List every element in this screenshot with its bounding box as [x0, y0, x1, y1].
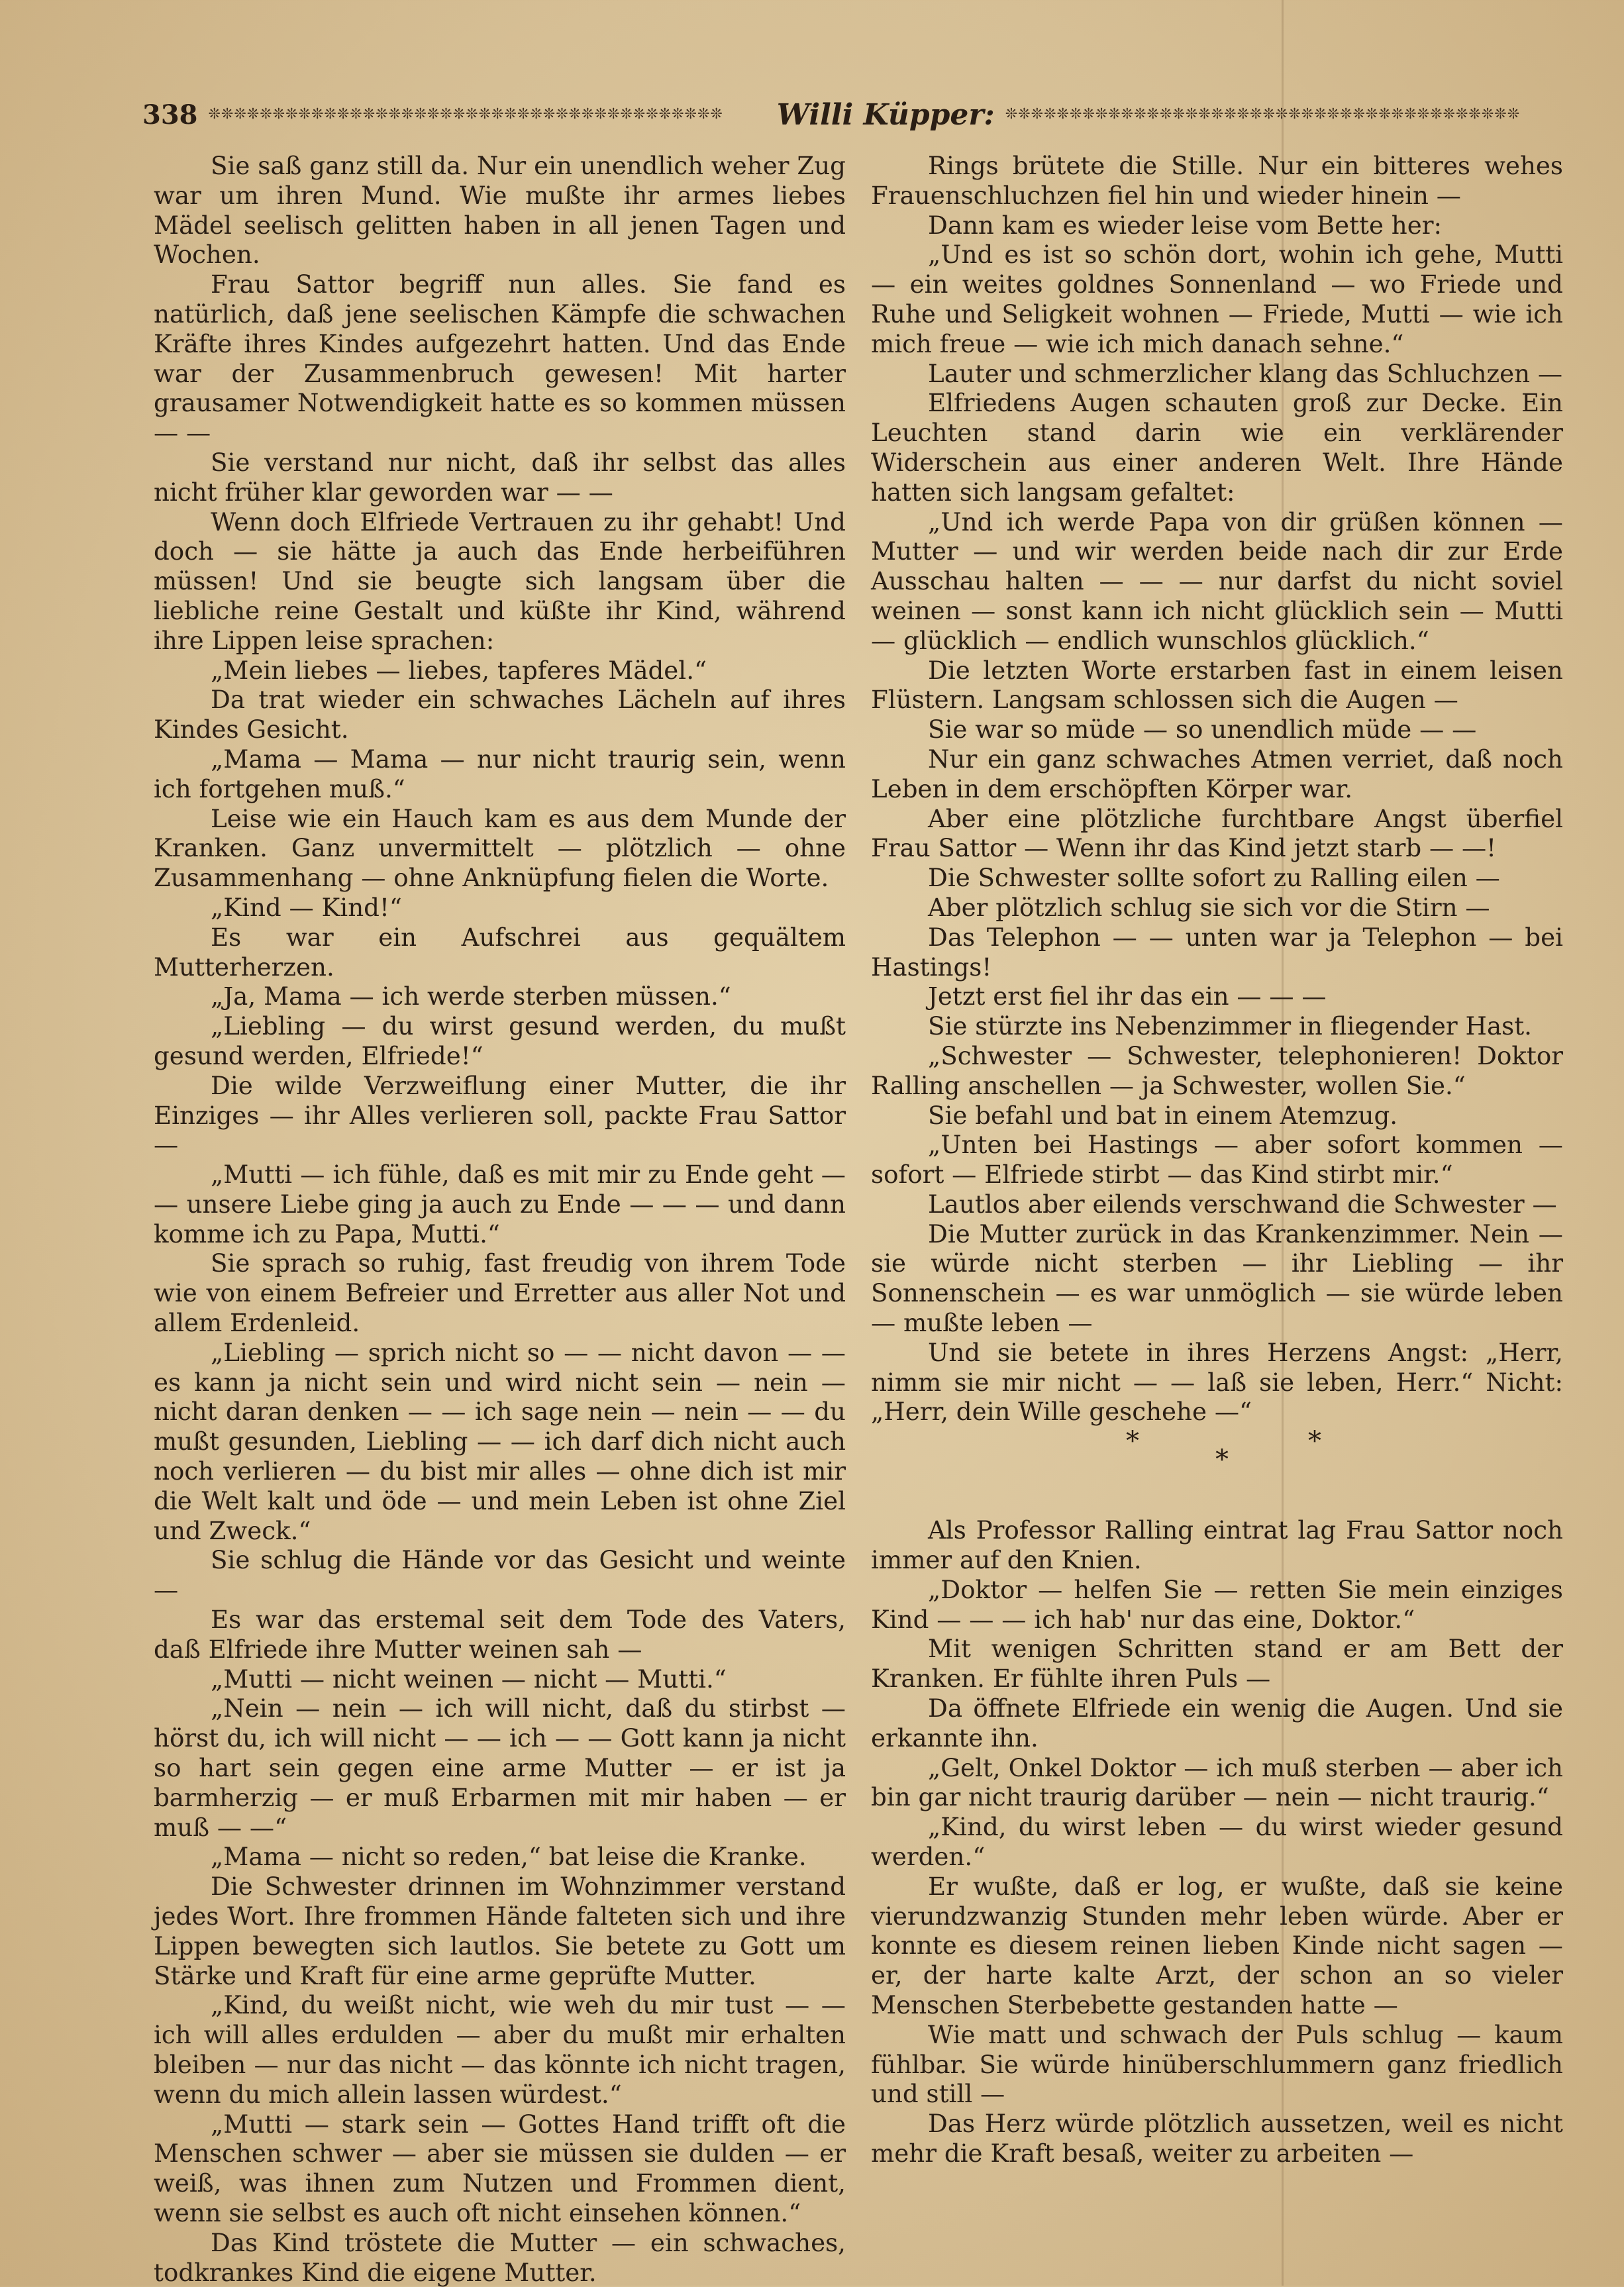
paragraph: Frau Sattor begriff nun alles. Sie fand es natürlich, daß jene seelischen Kämpfe die schwachen Kräfte ihres Kindes aufgezehrt hatten. Und das Ende war der Zusammenbruch gewesen! Mit harter grausamer Notwendigkeit hatte es so kommen müssen — —	[154, 270, 846, 448]
paragraph: Das Telephon — — unten war ja Telephon — bei Hastings!	[871, 922, 1563, 982]
paragraph: „Liebling — du wirst gesund werden, du mußt gesund werden, Elfriede!“	[154, 1011, 846, 1070]
section-break	[871, 1427, 1563, 1515]
paragraph: Sie war so müde — so unendlich müde — —	[928, 715, 1477, 744]
paragraph: „Doktor — helfen Sie — retten Sie mein einziges Kind — — — ich hab' nur das eine, Doktor.“	[871, 1574, 1563, 1634]
paragraph: Das Kind tröstete die Mutter — ein schwaches, todkrankes Kind die eigene Mutter.	[154, 2227, 846, 2287]
section-break-star: *	[1215, 1445, 1229, 1476]
paragraph: Wenn doch Elfriede Vertrauen zu ihr gehabt! Und doch — sie hätte ja auch das Ende herbeiführen müssen! Und sie beugte sich langsam über die liebliche reine Gestalt und küßte ihr Kind, während ihre Lippen leise sprachen:	[154, 507, 846, 655]
paragraph: Lauter und schmerzlicher klang das Schluchzen —	[928, 358, 1563, 388]
paragraph: Sie stürzte ins Nebenzimmer in fliegender Hast.	[928, 1011, 1532, 1041]
paragraph: Sie sprach so ruhig, fast freudig von ihrem Tode wie von einem Befreier und Erretter aus aller Not und allem Erdenleid.	[154, 1248, 846, 1338]
left-column	[154, 151, 846, 2287]
paragraph: Die Schwester sollte sofort zu Ralling eilen —	[928, 863, 1500, 893]
paragraph: „Mutti — ich fühle, daß es mit mir zu Ende geht — — unsere Liebe ging ja auch zu Ende — — — und dann komme ich zu Papa, Mutti.“	[154, 1160, 846, 1248]
paragraph: Leise wie ein Hauch kam es aus dem Munde der Kranken. Ganz unvermittelt — plötzlich — ohne Zusammenhang — ohne Anknüpfung fielen die Worte.	[154, 803, 846, 893]
paragraph: „Liebling — sprich nicht so — — nicht davon — — es kann ja nicht sein und wird nicht sein — nein — nicht daran denken — — ich sage nein — nein — — du mußt gesunden, Liebling — — ich darf dich nicht auch noch verlieren — du bist mir alles — ohne dich ist mir die Welt kalt und öde — und mein Leben ist ohne Ziel und Zweck.“	[154, 1337, 846, 1545]
paragraph: Da öffnete Elfriede ein wenig die Augen. Und sie erkannte ihn.	[871, 1694, 1563, 1753]
paragraph: Es war ein Aufschrei aus gequältem Mutterherzen.	[154, 922, 846, 982]
paragraph: „Gelt, Onkel Doktor — ich muß sterben — aber ich bin gar nicht traurig darüber — nein — nicht traurig.“	[871, 1753, 1563, 1812]
paragraph: „Und ich werde Papa von dir grüßen können — Mutter — und wir werden beide nach dir zur Erde Ausschau halten — — — nur darfst du nicht soviel weinen — sonst kann ich nicht glücklich sein — Mutti — glücklich — endlich wunschlos glücklich.“	[871, 507, 1563, 655]
running-head: Willi Küpper:	[776, 97, 995, 132]
paragraph: Die letzten Worte erstarben fast in einem leisen Flüstern. Langsam schlossen sich die Augen —	[871, 655, 1563, 715]
paragraph: „Mutti — stark sein — Gottes Hand trifft oft die Menschen schwer — aber sie müssen sie dulden — er weiß, was ihnen zum Nutzen und Frommen dient, wenn sie selbst es auch oft nicht einsehen können.“	[154, 2109, 846, 2227]
paragraph: Rings brütete die Stille. Nur ein bitteres wehes Frauenschluchzen fiel hin und wieder hinein —	[871, 151, 1563, 210]
header-ornament-right: ❊❊❊❊❊❊❊❊❊❊❊❊❊❊❊❊❊❊❊❊❊❊❊❊❊❊❊❊❊❊❊❊❊❊❊❊❊❊❊❊	[1005, 106, 1521, 123]
paragraph: Da trat wieder ein schwaches Lächeln auf ihres Kindes Gesicht.	[154, 685, 846, 744]
paragraph: Dann kam es wieder leise vom Bette her:	[928, 210, 1443, 240]
page-header	[142, 91, 1563, 138]
paragraph: Sie befahl und bat in einem Atemzug.	[928, 1100, 1398, 1130]
paragraph: „Kind, du wirst leben — du wirst wieder gesund werden.“	[871, 1812, 1563, 1872]
paragraph: Aber plötzlich schlug sie sich vor die Stirn —	[928, 892, 1490, 922]
paragraph: Die Mutter zurück in das Krankenzimmer. Nein — sie würde nicht sterben — ihr Liebling — ihr Sonnenschein — es war unmöglich — sie würde leben — mußte leben —	[871, 1219, 1563, 1338]
paragraph: Aber eine plötzliche furchtbare Angst überfiel Frau Sattor — Wenn ihr das Kind jetzt starb — —!	[871, 803, 1563, 863]
paragraph: Nur ein ganz schwaches Atmen verriet, daß noch Leben in dem erschöpften Körper war.	[871, 744, 1563, 803]
paragraph: „Mein liebes — liebes, tapferes Mädel.“	[211, 655, 707, 685]
paragraph: Wie matt und schwach der Puls schlug — kaum fühlbar. Sie würde hinüberschlummern ganz friedlich und still —	[871, 2019, 1563, 2109]
paragraph: Als Professor Ralling eintrat lag Frau Sattor noch immer auf den Knien.	[871, 1515, 1563, 1575]
paragraph: Und sie betete in ihres Herzens Angst: „Herr, nimm sie mir nicht — — laß sie leben, Herr.“ Nicht: „Herr, dein Wille geschehe —“	[871, 1337, 1563, 1427]
paragraph: „Mutti — nicht weinen — nicht — Mutti.“	[211, 1664, 727, 1694]
paragraph: Sie schlug die Hände vor das Gesicht und weinte —	[154, 1545, 846, 1605]
paragraph: Jetzt erst fiel ihr das ein — — —	[928, 982, 1327, 1011]
header-ornament-left: ❊❊❊❊❊❊❊❊❊❊❊❊❊❊❊❊❊❊❊❊❊❊❊❊❊❊❊❊❊❊❊❊❊❊❊❊❊❊❊❊	[208, 106, 723, 123]
paragraph: Er wußte, daß er log, er wußte, daß sie keine vierundzwanzig Stunden mehr leben würde. Aber er konnte es diesem reinen lieben Kinde nicht sagen — er, der harte kalte Arzt, der schon an so vieler Menschen Sterbebette gestanden hatte —	[871, 1871, 1563, 2020]
paragraph: Lautlos aber eilends verschwand die Schwester —	[928, 1189, 1557, 1219]
paragraph: Sie verstand nur nicht, daß ihr selbst das alles nicht früher klar geworden war — —	[154, 447, 846, 507]
paragraph: „Kind, du weißt nicht, wie weh du mir tust — — ich will alles erdulden — aber du mußt mir erhalten bleiben — nur das nicht — das könnte ich nicht tragen, wenn du mich allein lassen würdest.“	[154, 1990, 846, 2109]
paragraph: „Kind — Kind!“	[211, 892, 402, 922]
paragraph: „Schwester — Schwester, telephonieren! Doktor Ralling anschellen — ja Schwester, wollen Sie.“	[871, 1041, 1563, 1100]
paragraph: „Nein — nein — ich will nicht, daß du stirbst — hörst du, ich will nicht — — ich — — Gott kann ja nicht so hart sein gegen eine arme Mutter — er ist ja barmherzig — er muß Erbarmen mit mir haben — er muß — —“	[154, 1694, 846, 1842]
section-break-star: *	[1126, 1426, 1139, 1457]
paragraph: Mit wenigen Schritten stand er am Bett der Kranken. Er fühlte ihren Puls —	[871, 1634, 1563, 1694]
paragraph: Die Schwester drinnen im Wohnzimmer verstand jedes Wort. Ihre frommen Hände falteten sich und ihre Lippen bewegten sich lautlos. Sie betete zu Gott um Stärke und Kraft für eine arme geprüfte Mutter.	[154, 1872, 846, 1990]
paragraph: Das Herz würde plötzlich aussetzen, weil es nicht mehr die Kraft besaß, weiter zu arbeiten —	[871, 2109, 1563, 2168]
paragraph: Es war das erstemal seit dem Tode des Vaters, daß Elfriede ihre Mutter weinen sah —	[154, 1605, 846, 1664]
paragraph: „Mama — Mama — nur nicht traurig sein, wenn ich fortgehen muß.“	[154, 744, 846, 803]
paragraph: „Unten bei Hastings — aber sofort kommen — sofort — Elfriede stirbt — das Kind stirbt mir.“	[871, 1130, 1563, 1190]
paragraph: „Mama — nicht so reden,“ bat leise die Kranke.	[211, 1842, 807, 1872]
paragraph: „Ja, Mama — ich werde sterben müssen.“	[211, 982, 731, 1011]
paragraph: „Und es ist so schön dort, wohin ich gehe, Mutti — ein weites goldnes Sonnenland — wo Friede und Ruhe und Seligkeit wohnen — Friede, Mutti — wie ich mich freue — wie ich mich danach sehne.“	[871, 240, 1563, 358]
paragraph: Die wilde Verzweiflung einer Mutter, die ihr Einziges — ihr Alles verlieren soll, packte Frau Sattor —	[154, 1070, 846, 1160]
page-number: 338	[142, 99, 198, 130]
paragraph: Elfriedens Augen schauten groß zur Decke. Ein Leuchten stand darin wie ein verklärender Widerschein aus einer anderen Welt. Ihre Hände hatten sich langsam gefaltet:	[871, 388, 1563, 507]
paragraph: Sie saß ganz still da. Nur ein unendlich weher Zug war um ihren Mund. Wie mußte ihr armes liebes Mädel seelisch gelitten haben in all jenen Tagen und Wochen.	[154, 151, 846, 270]
section-break-star: *	[1308, 1426, 1321, 1457]
right-column	[871, 151, 1563, 2198]
